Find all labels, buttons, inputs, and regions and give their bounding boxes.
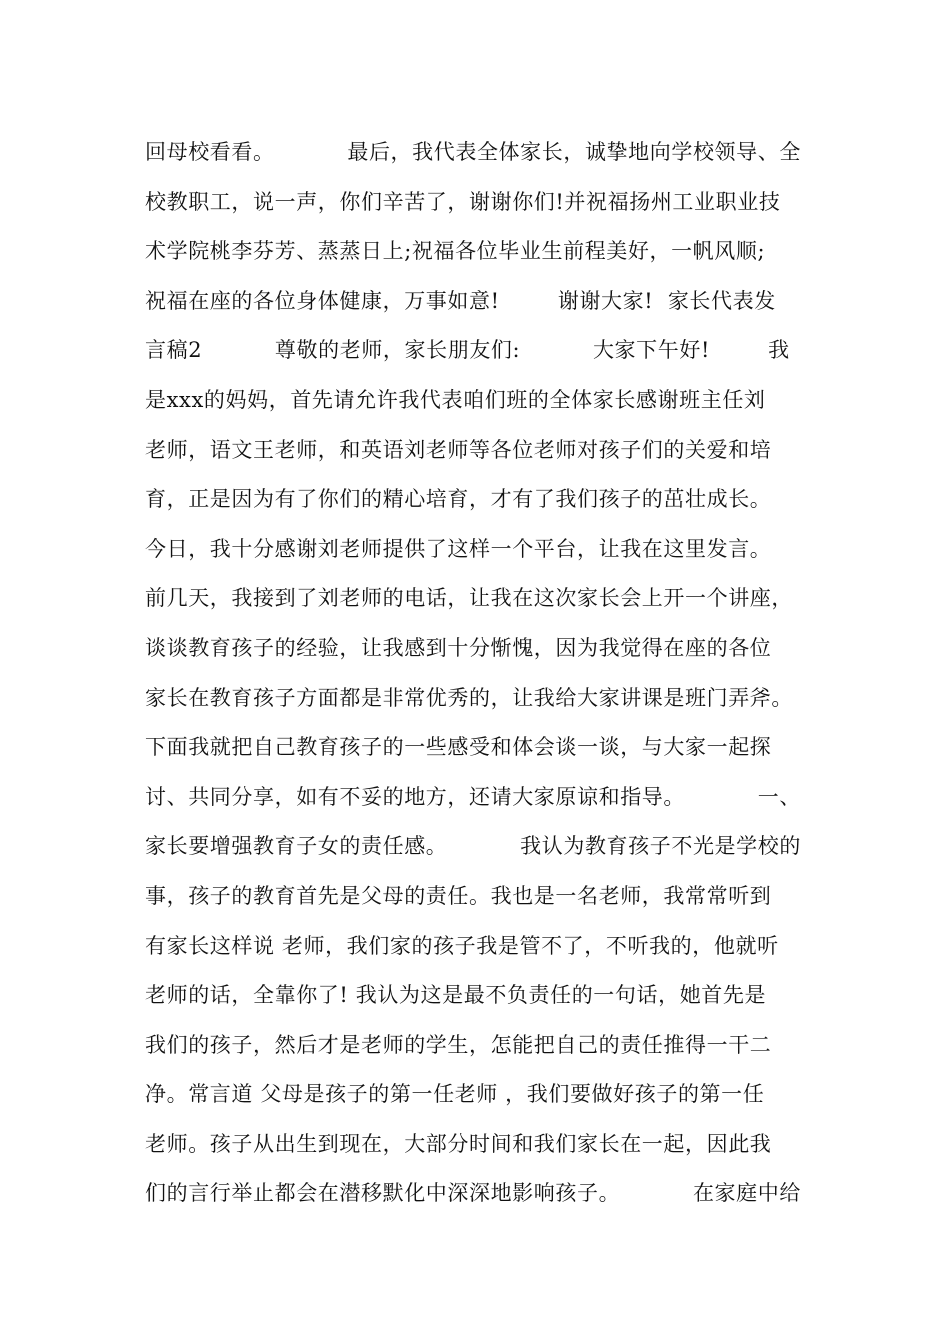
text-line-16: 事，孩子的教育首先是父母的责任。我也是一名老师，我常常听到: [145, 883, 772, 908]
text-line-17: 有家长这样说 老师，我们家的孩子我是管不了，不听我的，他就听: [145, 933, 779, 958]
text-line-22: 们的言行举止都会在潜移默化中深深地影响孩子。 在家庭中给: [145, 1181, 801, 1206]
text-line-6: 是xxx的妈妈，首先请允许我代表咱们班的全体家长感谢班主任刘: [145, 387, 766, 412]
text-line-13: 下面我就把自己教育孩子的一些感受和体会谈一谈，与大家一起探: [145, 735, 772, 760]
text-line-8: 育，正是因为有了你们的精心培育，才有了我们孩子的茁壮成长。: [145, 487, 772, 512]
text-line-18: 老师的话，全靠你了! 我认为这是最不负责任的一句话，她首先是: [145, 983, 767, 1008]
text-line-10: 前几天，我接到了刘老师的电话，让我在这次家长会上开一个讲座，: [145, 586, 793, 611]
text-line-5: 言稿2 尊敬的老师，家长朋友们: 大家下午好! 我: [145, 338, 790, 363]
text-line-14: 讨、共同分享，如有不妥的地方，还请大家原谅和指导。 一、: [145, 784, 801, 809]
text-line-20: 净。常言道 父母是孩子的第一任老师 ，我们要做好孩子的第一任: [145, 1082, 765, 1107]
text-line-15: 家长要增强教育子女的责任感。 我认为教育孩子不光是学校的: [145, 834, 801, 859]
text-line-1: 回母校看看。 最后，我代表全体家长，诚挚地向学校领导、全: [145, 140, 801, 164]
text-line-11: 谈谈教育孩子的经验，让我感到十分惭愧，因为我觉得在座的各位: [145, 635, 772, 660]
text-line-4: 祝福在座的各位身体健康，万事如意! 谢谢大家! 家长代表发: [145, 288, 776, 313]
text-line-19: 我们的孩子，然后才是老师的学生，怎能把自己的责任推得一干二: [145, 1032, 772, 1057]
text-line-7: 老师，语文王老师，和英语刘老师等各位老师对孩子们的关爱和培: [145, 437, 772, 462]
text-line-21: 老师。孩子从出生到现在，大部分时间和我们家长在一起，因此我: [145, 1131, 772, 1156]
body-text: [145, 128, 835, 1219]
text-line-9: 今日，我十分感谢刘老师提供了这样一个平台，让我在这里发言。: [145, 536, 772, 561]
text-line-3: 术学院桃李芬芳、蒸蒸日上;祝福各位毕业生前程美好，一帆风顺;: [145, 239, 766, 264]
text-line-12: 家长在教育孩子方面都是非常优秀的，让我给大家讲课是班门弄斧。: [145, 685, 793, 710]
text-line-2: 校教职工，说一声，你们辛苦了，谢谢你们!并祝福扬州工业职业技: [145, 189, 781, 214]
